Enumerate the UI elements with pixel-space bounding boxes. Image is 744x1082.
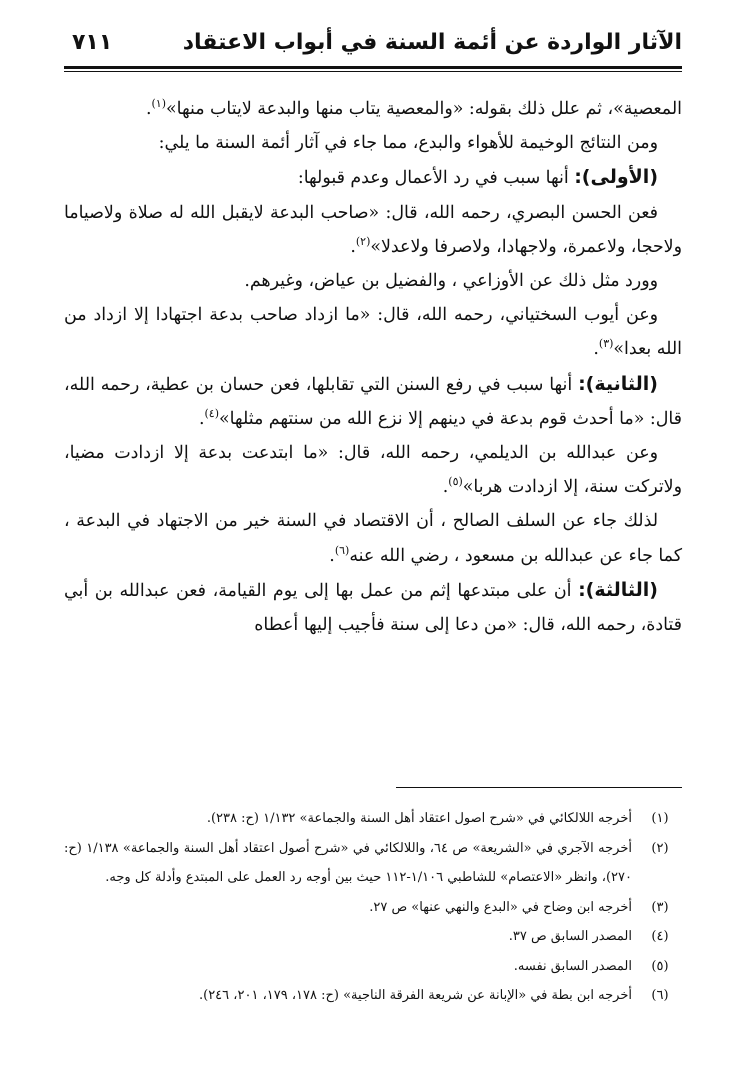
header-rule-thin bbox=[64, 71, 682, 72]
paragraph-text: وعن أيوب السختياني، رحمه الله، قال: «ما ازداد صاحب بدعة اجتهادا إلا ازداد من الله بعدا» bbox=[64, 305, 682, 360]
paragraph-text: ومن النتائج الوخيمة للأهواء والبدع، مما جاء في آثار أئمة السنة ما يلي: bbox=[158, 133, 658, 154]
footnote bbox=[64, 834, 684, 893]
footnote-text: أخرجه ابن وضاح في «البدع والنهي عنها» ص ٢٧. bbox=[369, 899, 632, 915]
paragraph-text: لذلك جاء عن السلف الصالح ، أن الاقتصاد في السنة خير من الاجتهاد في البدعة ، كما جاء عن عبدالله بن مسعود ، رضي الله عنه bbox=[64, 511, 682, 566]
footnote-number: (١) bbox=[651, 811, 669, 826]
footnote-ref: (٢) bbox=[355, 235, 371, 249]
heading-text: أنها سبب في رفع السنن التي تقابلها، فعن حسان بن عطية، رحمه الله، قال: «ما أحدث قوم بدعة في دينهم إلا نزع الله من سنتهم مثلها» bbox=[64, 374, 682, 429]
paragraph bbox=[64, 126, 682, 160]
footnote bbox=[64, 952, 684, 982]
footnote bbox=[64, 893, 684, 923]
paragraph: فعن الحسن البصري، رحمه الله، قال: «صاحب البدعة لايقبل الله له صلاة ولاصياما ولاحجا، ولاعمرة، ولاجهادا، ولاصرفا ولاعدلا»$^{(٢)}$. bbox=[64, 202, 682, 257]
section-heading-second: (الثانية): أنها سبب في رفع السنن التي تقابلها، فعن حسان بن عطية، رحمه الله، قال: «ما أحدث قوم بدعة في دينهم إلا نزع الله من سنتهم مثلها»$^{(٤)}$. bbox=[64, 372, 682, 429]
footnote-ref: (٣) bbox=[598, 337, 614, 351]
footnotes bbox=[64, 804, 684, 1011]
footnote-text: أخرجه ابن بطة في «الإبانة عن شريعة الفرقة الناجية» (ح: ١٧٨، ١٧٩، ٢٠١، ٢٤٦). bbox=[198, 988, 632, 1003]
heading-label: (الثالثة): bbox=[578, 578, 658, 601]
footnote-number: (٣) bbox=[651, 899, 669, 915]
footnote-text: المصدر السابق نفسه. bbox=[513, 958, 632, 974]
footnote-number: (٦) bbox=[651, 988, 669, 1003]
footnote-ref: (١) bbox=[151, 97, 167, 111]
footnote-ref: (٥) bbox=[448, 475, 463, 489]
heading-text: أنها سبب في رد الأعمال وعدم قبولها: bbox=[297, 168, 575, 189]
main-text bbox=[64, 92, 682, 642]
paragraph: لذلك جاء عن السلف الصالح ، أن الاقتصاد في السنة خير من الاجتهاد في البدعة ، كما جاء عن عبدالله بن مسعود ، رضي الله عنه$^{(٦)}$. bbox=[64, 511, 682, 566]
footnote-number: (٥) bbox=[651, 958, 669, 974]
paragraph-text: وورد مثل ذلك عن الأوزاعي ، والفضيل بن عياض، وغيرهم. bbox=[244, 271, 658, 292]
footnote-number: (٤) bbox=[651, 929, 669, 944]
running-title: الآثار الواردة عن أئمة السنة في أبواب الاعتقاد bbox=[182, 30, 682, 55]
header-rule bbox=[64, 66, 682, 69]
footnote-text: أخرجه الآجري في «الشريعة» ص ٦٤، واللالكائي في «شرح أصول اعتقاد أهل السنة والجماعة» ١/١٣٨ (ح: ٢٧٠)، وانظر «الاعتصام» للشاطبي ١/١٠٦-١١٢ حيث بين أوجه رد العمل على المبتدع وأدلة كل وجه. bbox=[64, 840, 632, 885]
footnote bbox=[64, 922, 684, 952]
paragraph-text: المعصية»، ثم علل ذلك بقوله: «والمعصية يتاب منها والبدعة لايتاب منها» bbox=[166, 99, 682, 119]
heading-label: (الثانية): bbox=[578, 372, 658, 395]
page-header bbox=[64, 28, 682, 68]
paragraph-text: وعن عبدالله بن الديلمي، رحمه الله، قال: «ما ابتدعت بدعة إلا ازدادت مضيا، ولاتركت سنة، إلا ازدادت هربا» bbox=[64, 443, 682, 498]
paragraph: المعصية»، ثم علل ذلك بقوله: «والمعصية يتاب منها والبدعة لايتاب منها»$^{(١)}$. bbox=[145, 97, 682, 119]
section-heading-first bbox=[64, 160, 682, 195]
paragraph-text: فعن الحسن البصري، رحمه الله، قال: «صاحب البدعة لايقبل الله له صلاة ولاصياما ولاحجا، ولاعمرة، ولاجهادا، ولاصرفا ولاعدلا» bbox=[64, 202, 682, 257]
paragraph: وعن أيوب السختياني، رحمه الله، قال: «ما ازداد صاحب بدعة اجتهادا إلا ازداد من الله بعدا»$^{(٣)}$. bbox=[64, 305, 682, 360]
footnote-ref: (٤) bbox=[204, 407, 219, 421]
paragraph bbox=[64, 264, 682, 298]
footnote-ref: (٦) bbox=[334, 543, 350, 557]
footnote-separator bbox=[396, 787, 682, 788]
heading-label: (الأولى): bbox=[574, 166, 658, 189]
footnote bbox=[64, 981, 684, 1011]
footnote-number: (٢) bbox=[651, 840, 669, 856]
page-number: ٧١١ bbox=[72, 30, 113, 55]
footnote-text: المصدر السابق ص ٣٧. bbox=[508, 929, 632, 944]
heading-text: أن على مبتدعها إثم من عمل بها إلى يوم القيامة، فعن عبدالله بن أبي قتادة، رحمه الله، قال: «من دعا إلى سنة فأجيب إليها أعطاه bbox=[64, 580, 682, 636]
section-heading-third bbox=[64, 573, 682, 642]
footnote-text: أخرجه اللالكائي في «شرح اصول اعتقاد أهل السنة والجماعة» ١/١٣٢ (ح: ٢٣٨). bbox=[206, 811, 632, 826]
footnote bbox=[64, 804, 684, 834]
paragraph: وعن عبدالله بن الديلمي، رحمه الله، قال: «ما ابتدعت بدعة إلا ازدادت مضيا، ولاتركت سنة، إلا ازدادت هربا»$^{(٥)}$. bbox=[64, 443, 682, 498]
